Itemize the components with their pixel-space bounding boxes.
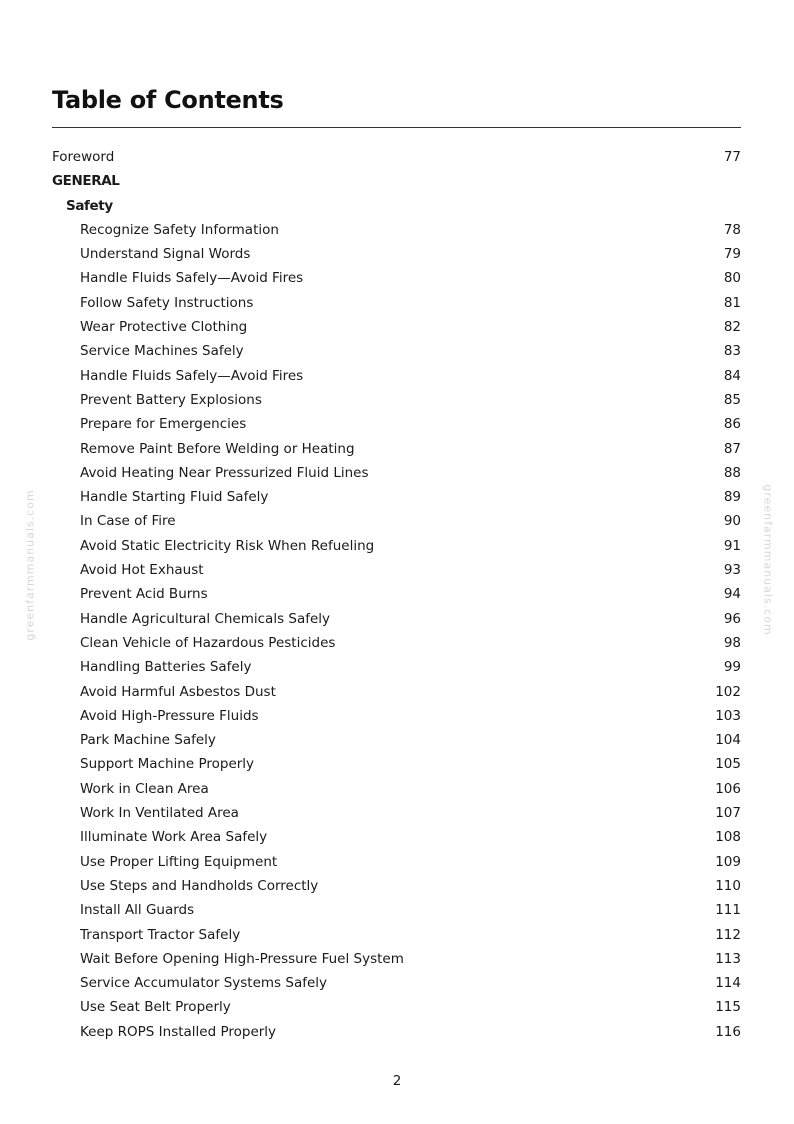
toc-entry-page: 91 bbox=[723, 537, 741, 554]
toc-entry-label: Avoid Heating Near Pressurized Fluid Lines bbox=[80, 464, 369, 481]
toc-entry[interactable] bbox=[52, 655, 741, 679]
toc-entry-label: Follow Safety Instructions bbox=[80, 294, 254, 311]
toc-entry-label: Illuminate Work Area Safely bbox=[80, 829, 268, 846]
toc-entry[interactable] bbox=[52, 947, 741, 971]
toc-entry-label: Avoid Harmful Asbestos Dust bbox=[80, 683, 276, 700]
toc-list bbox=[52, 145, 741, 1044]
toc-entry-label: Install All Guards bbox=[80, 902, 195, 919]
toc-entry[interactable] bbox=[52, 315, 741, 339]
toc-entry[interactable] bbox=[52, 242, 741, 266]
toc-entry-label: Prevent Battery Explosions bbox=[80, 391, 262, 408]
toc-entry[interactable] bbox=[52, 752, 741, 776]
toc-entry-label: Recognize Safety Information bbox=[80, 221, 279, 238]
toc-entry[interactable] bbox=[52, 704, 741, 728]
toc-entry-label: Transport Tractor Safely bbox=[80, 926, 241, 943]
toc-entry[interactable] bbox=[52, 825, 741, 849]
toc-entry[interactable] bbox=[52, 777, 741, 801]
toc-entry[interactable] bbox=[52, 509, 741, 533]
toc-entry-label: Work in Clean Area bbox=[80, 780, 209, 797]
toc-entry-page: 88 bbox=[723, 464, 741, 481]
watermark-left: greenfarmmanuals.com bbox=[23, 489, 37, 641]
toc-entry-page: 109 bbox=[715, 853, 741, 870]
toc-entry-label: GENERAL bbox=[52, 173, 120, 190]
toc-entry[interactable] bbox=[52, 728, 741, 752]
toc-entry-label: Support Machine Properly bbox=[80, 756, 255, 773]
toc-entry-label: Use Steps and Handholds Correctly bbox=[80, 877, 319, 894]
toc-entry-page: 87 bbox=[723, 440, 741, 457]
toc-entry-label: Handle Agricultural Chemicals Safely bbox=[80, 610, 331, 627]
toc-entry[interactable] bbox=[52, 437, 741, 461]
toc-entry-page: 86 bbox=[723, 416, 741, 433]
page-number: 2 bbox=[392, 1073, 402, 1089]
toc-entry-page: 103 bbox=[715, 707, 741, 724]
toc-entry-label: Prepare for Emergencies bbox=[80, 416, 247, 433]
toc-entry-page: 108 bbox=[715, 829, 741, 846]
toc-entry-page: 94 bbox=[723, 586, 741, 603]
toc-entry-label: Avoid High-Pressure Fluids bbox=[80, 707, 259, 724]
toc-entry-label: Wear Protective Clothing bbox=[80, 319, 248, 336]
toc-entry-label: Wait Before Opening High-Pressure Fuel System bbox=[80, 950, 404, 967]
toc-entry-label: Service Machines Safely bbox=[80, 343, 244, 360]
toc-entry[interactable] bbox=[52, 607, 741, 631]
toc-entry-page: 107 bbox=[715, 805, 741, 822]
toc-entry-page: 115 bbox=[715, 999, 741, 1016]
toc-entry[interactable] bbox=[52, 388, 741, 412]
toc-entry-page: 84 bbox=[723, 367, 741, 384]
toc-entry-page: 111 bbox=[715, 902, 741, 919]
toc-entry-page: 114 bbox=[715, 975, 741, 992]
toc-entry-label: Use Seat Belt Properly bbox=[80, 999, 231, 1016]
toc-entry[interactable] bbox=[52, 291, 741, 315]
toc-entry-label: Handle Starting Fluid Safely bbox=[80, 489, 269, 506]
toc-entry[interactable] bbox=[52, 364, 741, 388]
toc-entry-label: Understand Signal Words bbox=[80, 246, 251, 263]
toc-entry-page: 113 bbox=[715, 950, 741, 967]
toc-entry[interactable] bbox=[52, 339, 741, 363]
toc-entry-label: Keep ROPS Installed Properly bbox=[80, 1023, 277, 1040]
toc-entry[interactable] bbox=[52, 971, 741, 995]
toc-entry[interactable] bbox=[52, 412, 741, 436]
toc-section-heading[interactable] bbox=[52, 145, 741, 169]
toc-entry-label: Avoid Hot Exhaust bbox=[80, 562, 204, 579]
toc-entry-page: 99 bbox=[723, 659, 741, 676]
toc-entry[interactable] bbox=[52, 874, 741, 898]
toc-entry[interactable] bbox=[52, 558, 741, 582]
toc-entry-page: 81 bbox=[723, 294, 741, 311]
toc-entry-label: Handling Batteries Safely bbox=[80, 659, 252, 676]
toc-entry[interactable] bbox=[52, 1020, 741, 1044]
watermark-right: greenfarmmanuals.com bbox=[761, 484, 775, 636]
toc-entry-label: Work In Ventilated Area bbox=[80, 805, 239, 822]
toc-entry-page: 85 bbox=[723, 391, 741, 408]
toc-entry-page: 79 bbox=[723, 246, 741, 263]
toc-entry[interactable] bbox=[52, 582, 741, 606]
page-title: Table of Contents bbox=[52, 86, 284, 114]
toc-entry-label: Handle Fluids Safely—Avoid Fires bbox=[80, 270, 304, 287]
toc-entry-page: 104 bbox=[715, 732, 741, 749]
toc-entry-page: 102 bbox=[715, 683, 741, 700]
toc-entry-label: In Case of Fire bbox=[80, 513, 176, 530]
toc-entry-label: Prevent Acid Burns bbox=[80, 586, 208, 603]
toc-entry-page: 96 bbox=[723, 610, 741, 627]
toc-entry[interactable] bbox=[52, 534, 741, 558]
toc-entry-label: Park Machine Safely bbox=[80, 732, 216, 749]
toc-entry[interactable] bbox=[52, 923, 741, 947]
toc-entry-page: 77 bbox=[723, 149, 741, 165]
toc-entry-page: 116 bbox=[715, 1023, 741, 1040]
toc-entry-label: Service Accumulator Systems Safely bbox=[80, 975, 328, 992]
toc-entry-page: 105 bbox=[715, 756, 741, 773]
toc-entry-page: 78 bbox=[723, 221, 741, 238]
title-divider bbox=[52, 127, 741, 128]
toc-entry[interactable] bbox=[52, 461, 741, 485]
toc-entry-page: 110 bbox=[715, 877, 741, 894]
toc-entry-label: Remove Paint Before Welding or Heating bbox=[80, 440, 355, 457]
toc-entry-page: 89 bbox=[723, 489, 741, 506]
toc-entry[interactable] bbox=[52, 995, 741, 1019]
toc-section-heading[interactable] bbox=[52, 194, 741, 218]
toc-entry-page: 80 bbox=[723, 270, 741, 287]
toc-entry-page: 112 bbox=[715, 926, 741, 943]
toc-entry[interactable] bbox=[52, 631, 741, 655]
toc-entry-page: 93 bbox=[723, 562, 741, 579]
toc-entry[interactable] bbox=[52, 485, 741, 509]
toc-entry-label: Foreword bbox=[52, 149, 115, 165]
toc-entry-label: Handle Fluids Safely—Avoid Fires bbox=[80, 367, 304, 384]
toc-entry[interactable] bbox=[52, 266, 741, 290]
toc-entry-label: Clean Vehicle of Hazardous Pesticides bbox=[80, 634, 336, 651]
toc-entry-page: 82 bbox=[723, 319, 741, 336]
toc-entry[interactable] bbox=[52, 850, 741, 874]
toc-entry[interactable] bbox=[52, 218, 741, 242]
toc-entry-page: 98 bbox=[723, 634, 741, 651]
toc-entry-label: Use Proper Lifting Equipment bbox=[80, 853, 278, 870]
toc-entry-page: 90 bbox=[723, 513, 741, 530]
toc-entry-label: Avoid Static Electricity Risk When Refueling bbox=[80, 537, 375, 554]
toc-entry-page: 106 bbox=[715, 780, 741, 797]
toc-entry-label: Safety bbox=[66, 197, 113, 214]
toc-entry[interactable] bbox=[52, 801, 741, 825]
toc-section-heading[interactable] bbox=[52, 169, 741, 193]
toc-entry[interactable] bbox=[52, 680, 741, 704]
toc-entry[interactable] bbox=[52, 898, 741, 922]
toc-entry-page: 83 bbox=[723, 343, 741, 360]
